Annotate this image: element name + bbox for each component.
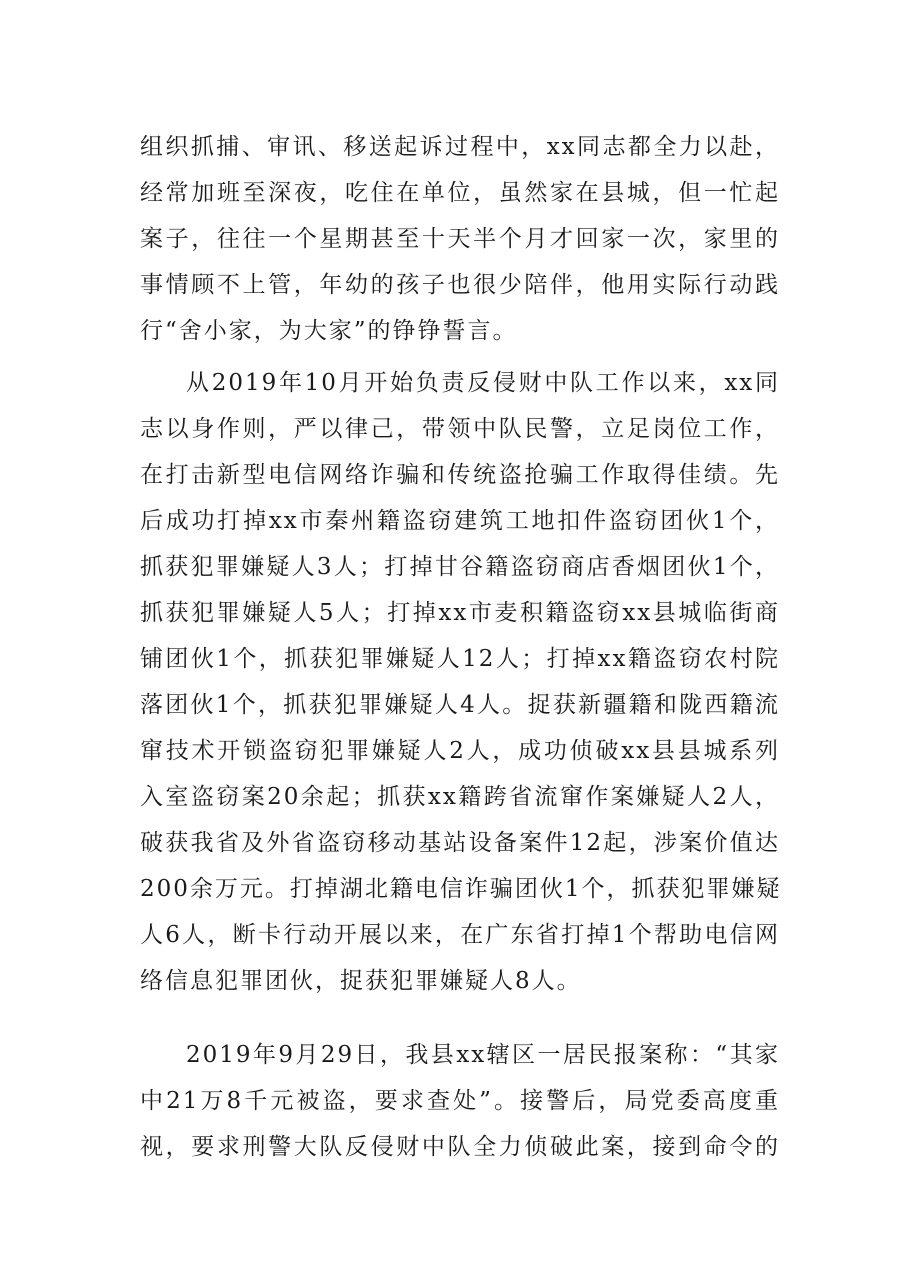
text-line: 破获我省及外省盗窃移动基站设备案件12起，涉案价值达: [140, 830, 780, 856]
text-line: 铺团伙1个，抓获犯罪嫌疑人12人；打掉xx籍盗窃农村院: [140, 646, 780, 672]
text-line: 志以身作则，严以律己，带领中队民警，立足岗位工作，: [140, 416, 780, 442]
text-line: 窜技术开锁盗窃犯罪嫌疑人2人，成功侦破xx县县城系列: [140, 738, 780, 764]
text-line: 从2019年10月开始负责反侵财中队工作以来，xx同: [186, 370, 780, 396]
text-line: 落团伙1个，抓获犯罪嫌疑人4人。捉获新疆籍和陇西籍流: [140, 692, 780, 718]
text-line: 后成功打掉xx市秦州籍盗窃建筑工地扣件盗窃团伙1个，: [140, 508, 780, 534]
text-line: 入室盗窃案20余起；抓获xx籍跨省流窜作案嫌疑人2人，: [140, 784, 780, 810]
text-line: 行“舍小家，为大家”的铮铮誓言。: [140, 318, 518, 344]
text-line: 中21万8千元被盗，要求查处”。接警后，局党委高度重: [140, 1088, 780, 1114]
text-line: 络信息犯罪团伙，捉获犯罪嫌疑人8人。: [140, 968, 582, 994]
text-line: 经常加班至深夜，吃住在单位，虽然家在县城，但一忙起: [140, 180, 780, 206]
text-line: 事情顾不上管，年幼的孩子也很少陪伴，他用实际行动践: [140, 272, 780, 298]
text-line: 案子，往往一个星期甚至十天半个月才回家一次，家里的: [140, 226, 780, 252]
text-line: 视，要求刑警大队反侵财中队全力侦破此案，接到命令的: [140, 1134, 780, 1160]
text-line: 人6人，断卡行动开展以来，在广东省打掉1个帮助电信网: [140, 922, 780, 948]
text-line: 抓获犯罪嫌疑人5人；打掉xx市麦积籍盗窃xx县城临街商: [140, 600, 780, 626]
text-line: 在打击新型电信网络诈骗和传统盗抢骗工作取得佳绩。先: [140, 462, 780, 488]
text-line: 组织抓捕、审讯、移送起诉过程中，xx同志都全力以赴，: [140, 134, 780, 160]
text-line: 抓获犯罪嫌疑人3人；打掉甘谷籍盗窃商店香烟团伙1个，: [140, 554, 780, 580]
text-line: 2019年9月29日，我县xx辖区一居民报案称：“其家: [186, 1042, 780, 1068]
text-line: 200余万元。打掉湖北籍电信诈骗团伙1个，抓获犯罪嫌疑: [140, 876, 782, 902]
